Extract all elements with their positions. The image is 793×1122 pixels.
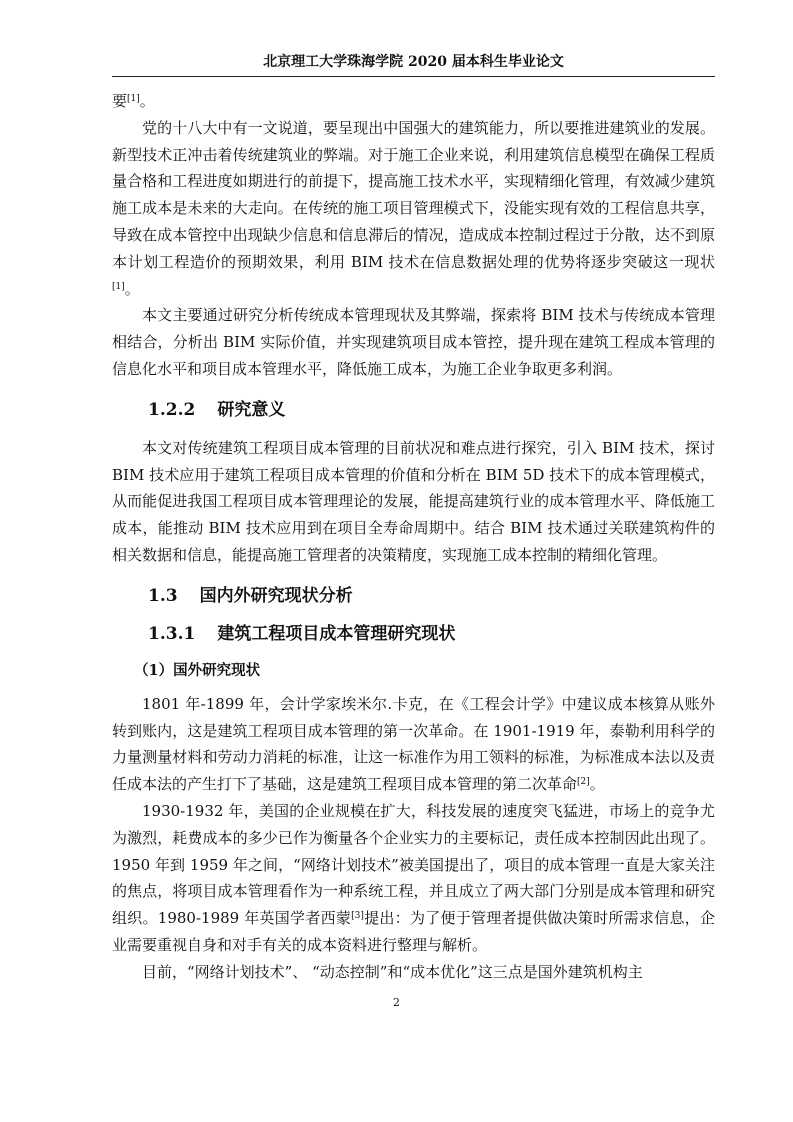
heading-title: 国内外研究现状分析 xyxy=(199,585,353,606)
paragraph-continuation xyxy=(112,88,715,115)
page-number: 2 xyxy=(393,996,400,1009)
heading-foreign-research xyxy=(134,659,715,683)
paragraph-background xyxy=(112,115,715,303)
paragraph-tail: 提出：为了便于管理者提供做决策时所需求信息，企业需要重视自身和对手有关的成本资料进行整理与解析。 xyxy=(112,909,715,954)
heading-title: 建筑工程项目成本管理研究现状 xyxy=(217,623,456,644)
paragraph-text: 要 xyxy=(112,92,128,110)
paragraph-text: 本文对传统建筑工程项目成本管理的目前状况和难点进行探究，引入 BIM 技术，探讨 BIM 技术应用于建筑工程项目成本管理的价值和分析在 BIM 5D 技术下的成本管理模式，从而能促进我国工程项目成本管理理论的发展，能提高建筑行业的成本管理水平、降低施工成本，能推动 BIM 技术应用到在项目全寿命周期中。结合 BIM 技术通过关联建筑构件的相关数据和信息，能提高施工管理者的决策精度，实现施工成本控制的精细化管理。 xyxy=(112,438,715,564)
document-body xyxy=(112,88,715,986)
paragraph-current xyxy=(112,959,715,986)
citation: [1] xyxy=(127,94,140,104)
heading-number: 1.2.2 xyxy=(148,399,196,420)
heading-1-2-2 xyxy=(148,397,715,423)
paragraph-text: 本文主要通过研究分析传统成本管理现状及其弊端，探索将 BIM 技术与传统成本管理相结合，分析出 BIM 实际价值，并实现建筑项目成本管控，提升现在建筑工程成本管理的信息化水平和项目成本管理水平，降低施工成本，为施工企业争取更多利润。 xyxy=(112,306,715,378)
heading-1-3 xyxy=(148,583,715,609)
paragraph-significance xyxy=(112,435,715,569)
paragraph-history-1 xyxy=(112,691,715,798)
heading-title: 研究意义 xyxy=(217,399,286,420)
paragraph-history-2 xyxy=(112,798,715,959)
heading-number: 1.3 xyxy=(148,585,178,606)
citation: [3] xyxy=(351,911,364,922)
paragraph-text: 党的十八大中有一文说道，要呈现出中国强大的建筑能力，所以要推进建筑业的发展。新型技术正冲击着传统建筑业的弊端。对于施工企业来说，利用建筑信息模型在确保工程质量合格和工程进度如期进行的前提下，提高施工技术水平，实现精细化管理，有效减少建筑施工成本是未来的大走向。在传统的施工项目管理模式下，没能实现有效的工程信息共享，导致在成本管控中出现缺少信息和信息滞后的情况，造成成本控制过程过于分散，达不到原本计划工程造价的预期效果，利用 BIM 技术在信息数据处理的优势将逐步突破这一现状 xyxy=(112,118,715,271)
paragraph-tail: 。 xyxy=(589,775,605,794)
heading-number: 1.3.1 xyxy=(148,623,196,644)
heading-title: （1）国外研究现状 xyxy=(134,661,261,679)
paragraph-text: 目前，“网络计划技术”、 “动态控制”和“成本优化”这三点是国外建筑机构主 xyxy=(142,962,643,981)
page-header xyxy=(112,52,715,77)
paragraph-tail: 。 xyxy=(139,92,155,110)
paragraph-text: 1801 年-1899 年，会计学家埃米尔.卡克，在《工程会计学》中建议成本核算从账外转到账内，这是建筑工程项目成本管理的第一次革命。在 1901-1919 年，泰勒利用科学的力量测量材料和劳动力消耗的标准，让这一标准作为用工领料的标准，为标准成本法以及责任成本法的产生打下了基础，这是建筑工程项目成本管理的第二次革命 xyxy=(112,694,715,794)
paragraph-tail: 。 xyxy=(124,279,140,298)
paragraph-text: 1930-1932 年，美国的企业规模在扩大，科技发展的速度突飞猛进，市场上的竞争尤为激烈，耗费成本的多少已作为衡量各个企业实力的主要标记，责任成本控制因此出现了。1950 年到 1959 年之间，“网络计划技术”被美国提出了，项目的成本管理一直是大家关注的焦点，将项目成本管理看作为一种系统工程，并且成立了两大部门分别是成本管理和研究组织。1980-1989 年英国学者西蒙 xyxy=(112,801,715,928)
citation: [2] xyxy=(577,777,590,788)
header-title: 北京理工大学珠海学院 2020 届本科生毕业论文 xyxy=(263,54,564,70)
paragraph-purpose xyxy=(112,302,715,382)
page-footer xyxy=(0,996,793,1009)
heading-1-3-1 xyxy=(148,621,715,647)
citation: [1] xyxy=(112,281,125,292)
